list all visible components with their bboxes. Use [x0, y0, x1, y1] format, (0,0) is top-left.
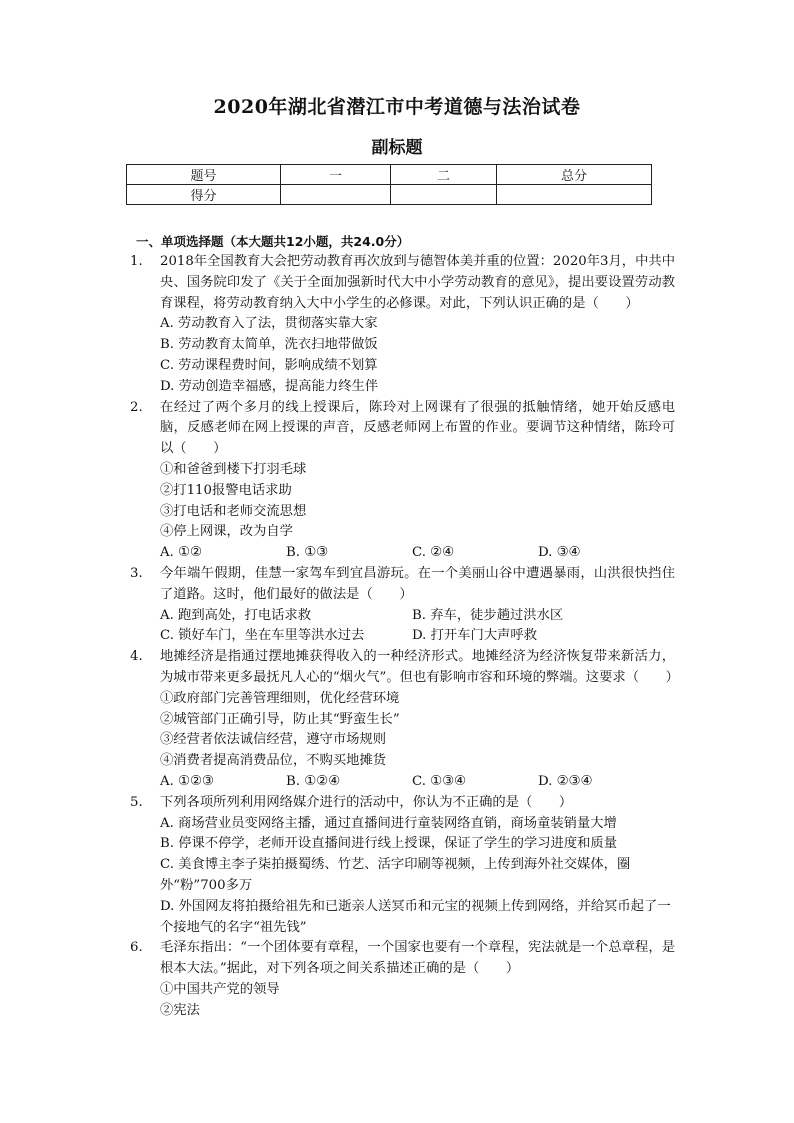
option-a: A. 跑到高处，打电话求救 — [160, 607, 312, 623]
question-number: 2. — [130, 399, 143, 415]
question-stem: 毛泽东指出：“一个团体要有章程，一个国家也要有一个章程，宪法就是一个总章程，是根本大法。”据此，对下列各项之间关系描述正确的是（ ） — [160, 940, 675, 977]
statement-item: ④停上网课，改为自学 — [160, 524, 293, 540]
option-c: C. 劳动课程费时间，影响成绩不划算 — [160, 357, 378, 373]
question-stem: 地摊经济是指通过摆地摊获得收入的一种经济形式。地摊经济为经济恢复带来新活力，为城市带来更多最抚凡人心的“烟火气”。但也有影响市容和环境的弊端。这要求（ ） — [160, 649, 679, 685]
score-cell: 二 — [391, 165, 497, 185]
question-number: 5. — [130, 794, 143, 810]
option-row — [160, 543, 675, 564]
score-cell: 得分 — [127, 185, 281, 205]
option-c: C. 美食博主李子柒拍摄蜀绣、竹艺、活字印刷等视频，上传到海外社交媒体，圈外“粉”700多万 — [160, 857, 631, 893]
option-a: A. 商场营业员变网络主播，通过直播间进行童装网络直销，商场童装销量大增 — [160, 815, 617, 831]
statement-item: ②宪法 — [160, 1002, 200, 1018]
option-a: A. 劳动教育入了法，贯彻落实靠大家 — [160, 316, 378, 332]
option-b: B. 劳动教育太简单，洗衣扫地带做饭 — [160, 337, 378, 353]
score-table-score-row — [127, 185, 652, 205]
question-list — [130, 252, 679, 1021]
option-c: C. ②④ — [412, 545, 454, 561]
option-c: C. 锁好车门，坐在车里等洪水过去 — [160, 628, 365, 644]
statement-item: ①和爸爸到楼下打羽毛球 — [160, 461, 307, 477]
statement-item: ③经营者依法诚信经营，遵守市场规则 — [160, 732, 387, 748]
statement-item: ④消费者提高消费品位，不购买地摊货 — [160, 753, 387, 769]
statement-item: ③打电话和老师交流思想 — [160, 503, 307, 519]
statement-item: ①政府部门完善管理细则，优化经营环境 — [160, 690, 400, 706]
section-heading: 一、单项选择题（本大题共12小题，共24.0分） — [136, 234, 410, 249]
question-number: 4. — [130, 649, 143, 665]
question-number: 6. — [130, 940, 143, 956]
option-b: B. 停课不停学，老师开设直播间进行线上授课，保证了学生的学习进度和质量 — [160, 836, 618, 852]
option-row — [160, 626, 675, 647]
question-stem: 今年端午假期，佳慧一家驾车到宜昌游玩。在一个美丽山谷中遭遇暴雨，山洪很快挡住了道路。这时，他们最好的做法是（ ） — [160, 565, 675, 602]
score-cell: 题号 — [127, 165, 281, 185]
statement-item: ②城管部门正确引导，防止其“野蛮生长” — [160, 711, 400, 727]
question-number: 3. — [130, 565, 143, 581]
option-d: D. ③④ — [538, 545, 581, 561]
question-stem: 下列各项所列利用网络媒介进行的活动中，你认为不正确的是（ ） — [160, 794, 573, 810]
option-d: D. 打开车门大声呼救 — [412, 628, 538, 644]
score-table — [126, 164, 652, 205]
option-a: A. ①②③ — [160, 773, 214, 789]
option-b: B. ①②④ — [286, 773, 340, 789]
score-cell — [497, 185, 652, 205]
score-cell: 一 — [281, 165, 391, 185]
option-a: A. ①② — [160, 545, 202, 561]
statement-item: ①中国共产党的领导 — [160, 981, 280, 997]
score-table-header-row — [127, 165, 652, 185]
question-stem: 在经过了两个多月的线上授课后，陈玲对上网课有了很强的抵触情绪，她开始反感电脑，反感老师在网上授课的声音，反感老师网上布置的作业。要调节这种情绪，陈玲可以（ ） — [160, 399, 675, 457]
question-number: 1. — [130, 254, 143, 269]
question-3 — [130, 564, 675, 647]
option-d: D. 外国网友将拍摄给祖先和已逝亲人送冥币和元宝的视频上传到网络，并给冥币起了一个接地气的名字“祖先钱” — [160, 898, 671, 935]
exam-title: 2020年湖北省潜江市中考道德与法治试卷 — [213, 96, 581, 118]
option-d: D. 劳动创造幸福感，提高能力终生伴 — [160, 378, 379, 394]
exam-subtitle: 副标题 — [371, 138, 423, 158]
question-1 — [130, 252, 675, 398]
option-d: D. ②③④ — [538, 773, 593, 789]
question-2 — [130, 398, 675, 564]
question-6 — [130, 938, 675, 1021]
question-stem: 2018年全国教育大会把劳动教育再次放到与德智体美并重的位置：2020年3月，中共中央、国务院印发了《关于全面加强新时代大中小学劳动教育的意见》，提出要设置劳动教育课程，将劳动教育纳入大中小学生的必修课。对此，下列认识正确的是（ ） — [160, 254, 675, 311]
option-b: B. 弃车，徒步趟过洪水区 — [412, 607, 564, 623]
score-cell — [391, 185, 497, 205]
score-cell — [281, 185, 391, 205]
option-row — [160, 606, 675, 627]
score-cell: 总分 — [497, 165, 652, 185]
option-row — [160, 772, 675, 793]
option-b: B. ①③ — [286, 545, 329, 561]
question-5 — [130, 793, 675, 939]
question-4 — [130, 647, 679, 793]
option-c: C. ①③④ — [412, 773, 466, 789]
statement-item: ②打110报警电话求助 — [160, 482, 292, 498]
